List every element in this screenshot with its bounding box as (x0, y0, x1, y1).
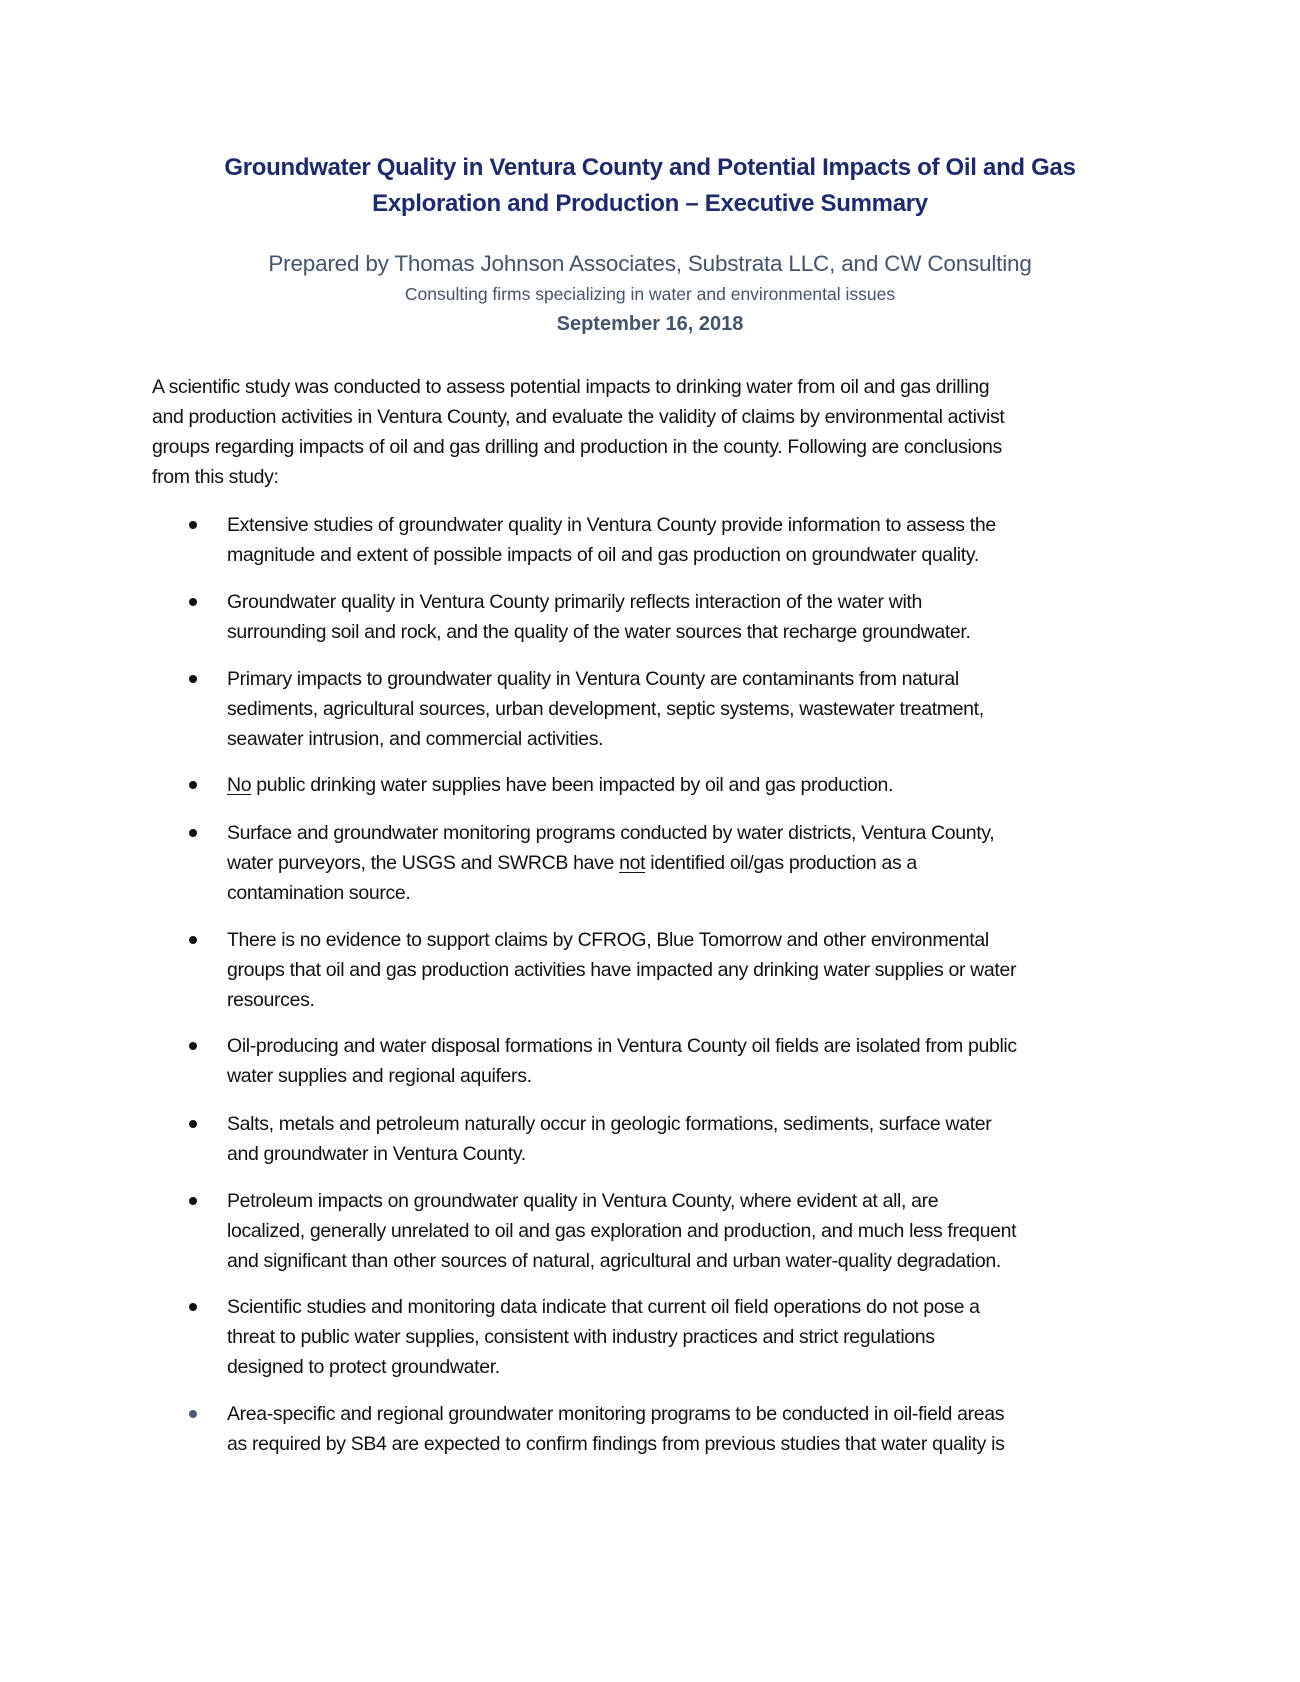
bullet-line: groups that oil and gas production activities have impacted any drinking water supplies or water (227, 959, 1017, 981)
bullet-line: Scientific studies and monitoring data indicate that current oil field operations do not pose a (227, 1296, 980, 1318)
bullet-line: and significant than other sources of natural, agricultural and urban water-quality degradation. (227, 1250, 1001, 1272)
intro-line: A scientific study was conducted to assess potential impacts to drinking water from oil and gas drilling (152, 376, 990, 398)
bullet-icon (189, 521, 197, 529)
bullet-line: Salts, metals and petroleum naturally occur in geologic formations, sediments, surface water (227, 1113, 992, 1135)
bullet-icon (189, 1303, 197, 1311)
bullet-line: surrounding soil and rock, and the quality of the water sources that recharge groundwater. (227, 621, 971, 643)
bullet-text (227, 1292, 1157, 1382)
intro-line: from this study: (152, 466, 279, 488)
bullet-text (227, 1109, 1157, 1169)
bullet-line-rest: public drinking water supplies have been impacted by oil and gas production. (251, 774, 894, 796)
bullet-icon (189, 781, 197, 789)
bullet-line (227, 770, 1157, 800)
bullet-line: sediments, agricultural sources, urban development, septic systems, wastewater treatment, (227, 698, 984, 720)
bullet-text (227, 925, 1157, 1015)
bullet-line (227, 848, 1157, 878)
bullet-line: Primary impacts to groundwater quality in Ventura County are contaminants from natural (227, 668, 959, 690)
document-title (0, 150, 1300, 222)
bullet-text (227, 1399, 1157, 1459)
bullet-line: Surface and groundwater monitoring programs conducted by water districts, Ventura County, (227, 822, 995, 844)
bullet-icon (189, 1197, 197, 1205)
bullet-line: Groundwater quality in Ventura County primarily reflects interaction of the water with (227, 591, 922, 613)
bullet-text (227, 1031, 1157, 1091)
bullet-icon (189, 1410, 197, 1418)
document-date: September 16, 2018 (556, 313, 744, 335)
bullet-line-part: identified oil/gas production as a (645, 852, 917, 874)
prepared-by: Prepared by Thomas Johnson Associates, Substrata LLC, and CW Consulting (268, 251, 1032, 276)
bullet-icon (189, 1120, 197, 1128)
bullet-icon (189, 598, 197, 606)
bullet-text (227, 1186, 1157, 1276)
bullet-text (227, 664, 1157, 754)
title-line-2: Exploration and Production – Executive Summary (372, 190, 928, 217)
intro-paragraph (152, 372, 1152, 492)
bullet-icon (189, 675, 197, 683)
bullet-line: Petroleum impacts on groundwater quality in Ventura County, where evident at all, are (227, 1190, 939, 1212)
title-line-1: Groundwater Quality in Ventura County and Potential Impacts of Oil and Gas (224, 154, 1076, 181)
bullet-text (227, 818, 1157, 908)
bullet-line: Area-specific and regional groundwater monitoring programs to be conducted in oil-field areas (227, 1403, 1005, 1425)
emphasis-not: not (619, 852, 646, 874)
bullet-line: Extensive studies of groundwater quality in Ventura County provide information to assess the (227, 514, 996, 536)
bullet-line: resources. (227, 989, 315, 1011)
bullet-text (227, 770, 1157, 800)
bullet-line: seawater intrusion, and commercial activities. (227, 728, 604, 750)
bullet-line: and groundwater in Ventura County. (227, 1143, 526, 1165)
emphasis-no: No (227, 774, 252, 796)
bullet-text (227, 510, 1157, 570)
bullet-text (227, 587, 1157, 647)
bullet-line: contamination source. (227, 882, 411, 904)
bullet-line: water supplies and regional aquifers. (227, 1065, 532, 1087)
bullet-icon (189, 1042, 197, 1050)
firm-description: Consulting firms specializing in water and environmental issues (404, 284, 896, 304)
bullet-icon (189, 936, 197, 944)
bullet-line: designed to protect groundwater. (227, 1356, 500, 1378)
bullet-line: Oil-producing and water disposal formations in Ventura County oil fields are isolated from public (227, 1035, 1017, 1057)
bullet-line: as required by SB4 are expected to confirm findings from previous studies that water quality is (227, 1433, 1005, 1455)
bullet-line: threat to public water supplies, consistent with industry practices and strict regulations (227, 1326, 935, 1348)
bullet-line: magnitude and extent of possible impacts of oil and gas production on groundwater quality. (227, 544, 979, 566)
bullet-line: There is no evidence to support claims by CFROG, Blue Tomorrow and other environmental (227, 929, 989, 951)
bullet-line: localized, generally unrelated to oil and gas exploration and production, and much less frequent (227, 1220, 1017, 1242)
intro-line: groups regarding impacts of oil and gas drilling and production in the county. Following are conclusions (152, 436, 1002, 458)
intro-line: and production activities in Ventura County, and evaluate the validity of claims by environmental activist (152, 406, 1005, 428)
bullet-line-part: water purveyors, the USGS and SWRCB have (227, 852, 620, 874)
bullet-icon (189, 829, 197, 837)
